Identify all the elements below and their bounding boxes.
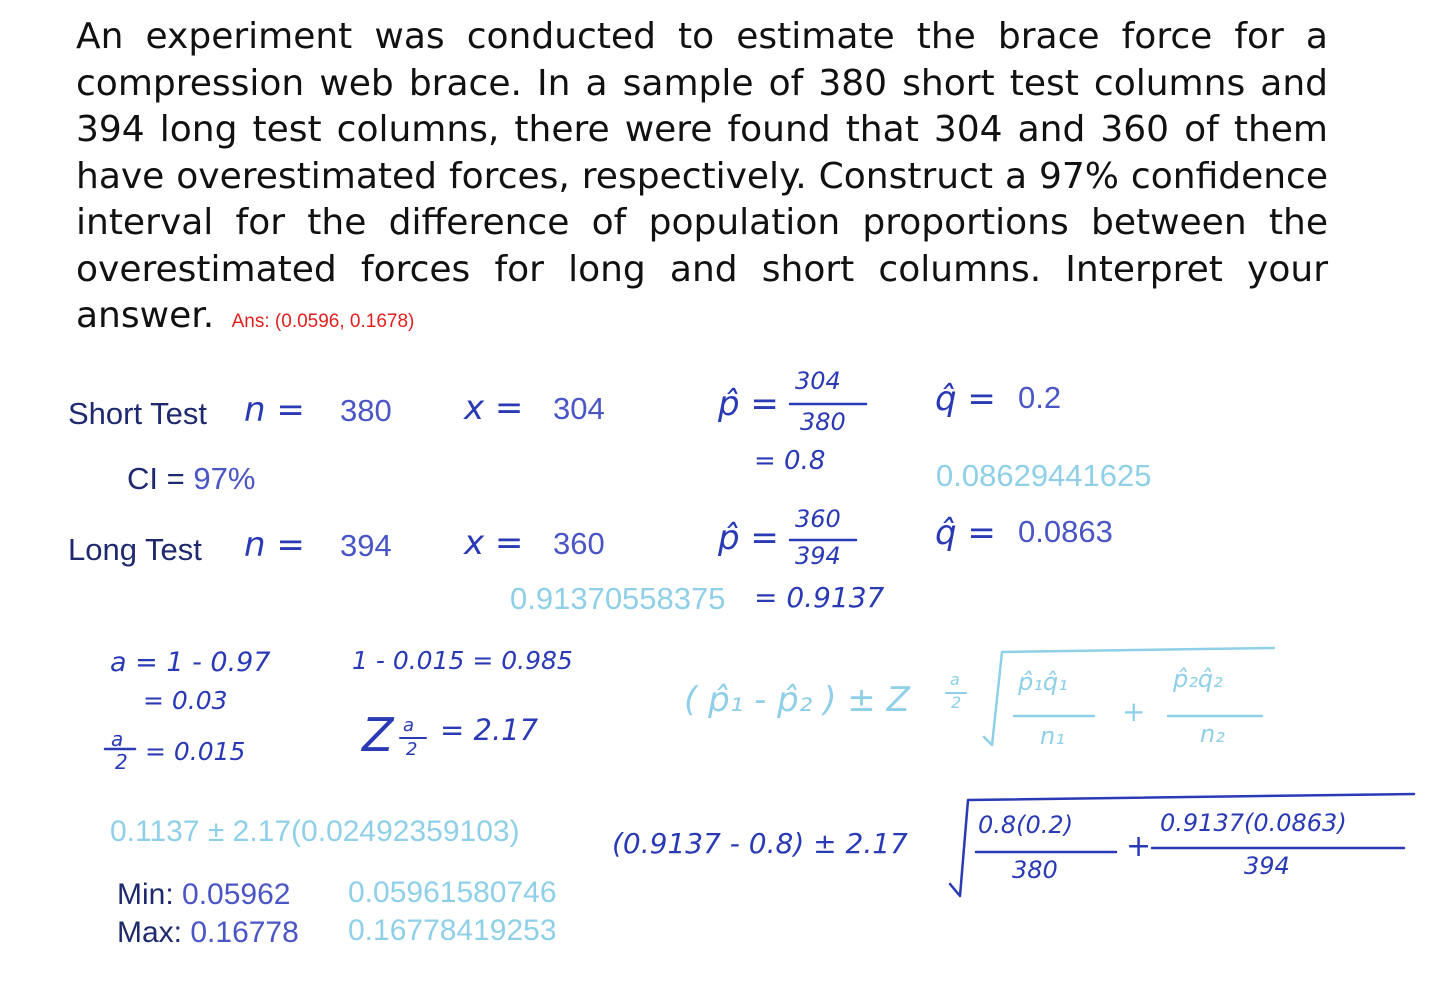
short-x-label: x = — [464, 388, 524, 428]
substitution-term1-numerator: 0.8(0.2) — [978, 811, 1074, 839]
substitution-left: (0.9137 - 0.8) ± 2.17 — [612, 827, 908, 860]
substitution-plus: + — [1126, 829, 1152, 864]
ci-row — [127, 461, 255, 497]
z-label: Z — [362, 708, 394, 762]
problem-statement — [76, 14, 1328, 346]
formula-plus: + — [1122, 695, 1146, 728]
long-x-label: x = — [464, 523, 524, 563]
formula-term2-numerator: p̂₂q̂₂ — [1173, 665, 1223, 693]
ci-label: CI = — [127, 461, 194, 496]
max-value: 0.16778 — [190, 916, 299, 949]
z-value: = 2.17 — [440, 713, 539, 747]
substitution-term1-denominator: 380 — [1012, 856, 1058, 884]
long-p-hat-precise: 0.91370558375 — [510, 581, 726, 616]
formula-term1-denominator: n₁ — [1040, 722, 1065, 750]
formula-sub-numerator: a — [950, 670, 960, 689]
short-x-value: 304 — [553, 391, 605, 426]
answer-note: Ans: (0.0596, 0.1678) — [231, 311, 415, 332]
long-q-hat-value: 0.0863 — [1018, 514, 1113, 549]
long-x-value: 360 — [553, 526, 605, 561]
half-alpha-numerator: a — [111, 727, 124, 751]
formula-left: ( p̂₁ - p̂₂ ) ± Z — [684, 680, 910, 720]
result-max — [117, 916, 299, 950]
short-n-value: 380 — [340, 393, 392, 428]
alpha-line-2: = 0.03 — [143, 686, 228, 715]
short-p-hat-label: p̂ = — [718, 384, 779, 424]
substitution-term2-denominator: 394 — [1244, 852, 1290, 880]
min-label: Min: — [117, 878, 183, 911]
long-p-hat-label: p̂ = — [718, 518, 779, 558]
max-label: Max: — [117, 916, 191, 949]
min-precise: 0.05961580746 — [348, 876, 557, 909]
short-p-hat-result: = 0.8 — [754, 446, 826, 476]
alpha-line-1: a = 1 - 0.97 — [110, 647, 271, 678]
substitution-term2-numerator: 0.9137(0.0863) — [1160, 809, 1347, 837]
half-alpha-value: = 0.015 — [145, 737, 246, 766]
long-q-hat-label: q̂ = — [935, 513, 996, 553]
short-p-hat-numerator: 304 — [795, 367, 841, 395]
short-p-hat-denominator: 380 — [800, 408, 846, 436]
long-p-hat-numerator: 360 — [795, 505, 841, 533]
long-p-hat-denominator: 394 — [795, 542, 841, 570]
short-q-hat-precise: 0.08629441625 — [936, 458, 1152, 493]
short-test-label: Short Test — [68, 396, 208, 431]
min-value: 0.05962 — [182, 878, 291, 911]
short-q-hat-label: q̂ = — [935, 379, 996, 419]
long-test-label: Long Test — [68, 532, 202, 567]
max-precise: 0.16778419253 — [348, 914, 557, 947]
one-minus-half-alpha: 1 - 0.015 = 0.985 — [352, 646, 573, 675]
long-n-value: 394 — [340, 528, 392, 563]
result-min — [117, 878, 290, 912]
formula-term1-numerator: p̂₁q̂₁ — [1018, 668, 1068, 696]
result-expression: 0.1137 ± 2.17(0.02492359103) — [110, 815, 520, 848]
formula-term2-denominator: n₂ — [1200, 720, 1225, 748]
half-alpha-denominator: 2 — [115, 750, 128, 774]
short-n-label: n = — [244, 390, 305, 430]
formula-sub-denominator: 2 — [951, 693, 962, 712]
z-sub-numerator: a — [403, 715, 415, 736]
z-sub-denominator: 2 — [406, 739, 418, 760]
long-n-label: n = — [244, 525, 305, 565]
long-p-hat-result: = 0.9137 — [754, 581, 885, 614]
problem-text: An experiment was conducted to estimate the brace force for a compression web brace. In a sample of 380 short test columns and 394 long test columns, there were found that 304 and 360 of them have overestimated forces, respectively. Construct a 97% confidence interval for the difference of population proportions between the overestimated forces for long and short columns. Interpret your answer. — [76, 16, 1328, 336]
ci-value: 97% — [193, 461, 256, 496]
short-q-hat-value: 0.2 — [1018, 380, 1062, 415]
